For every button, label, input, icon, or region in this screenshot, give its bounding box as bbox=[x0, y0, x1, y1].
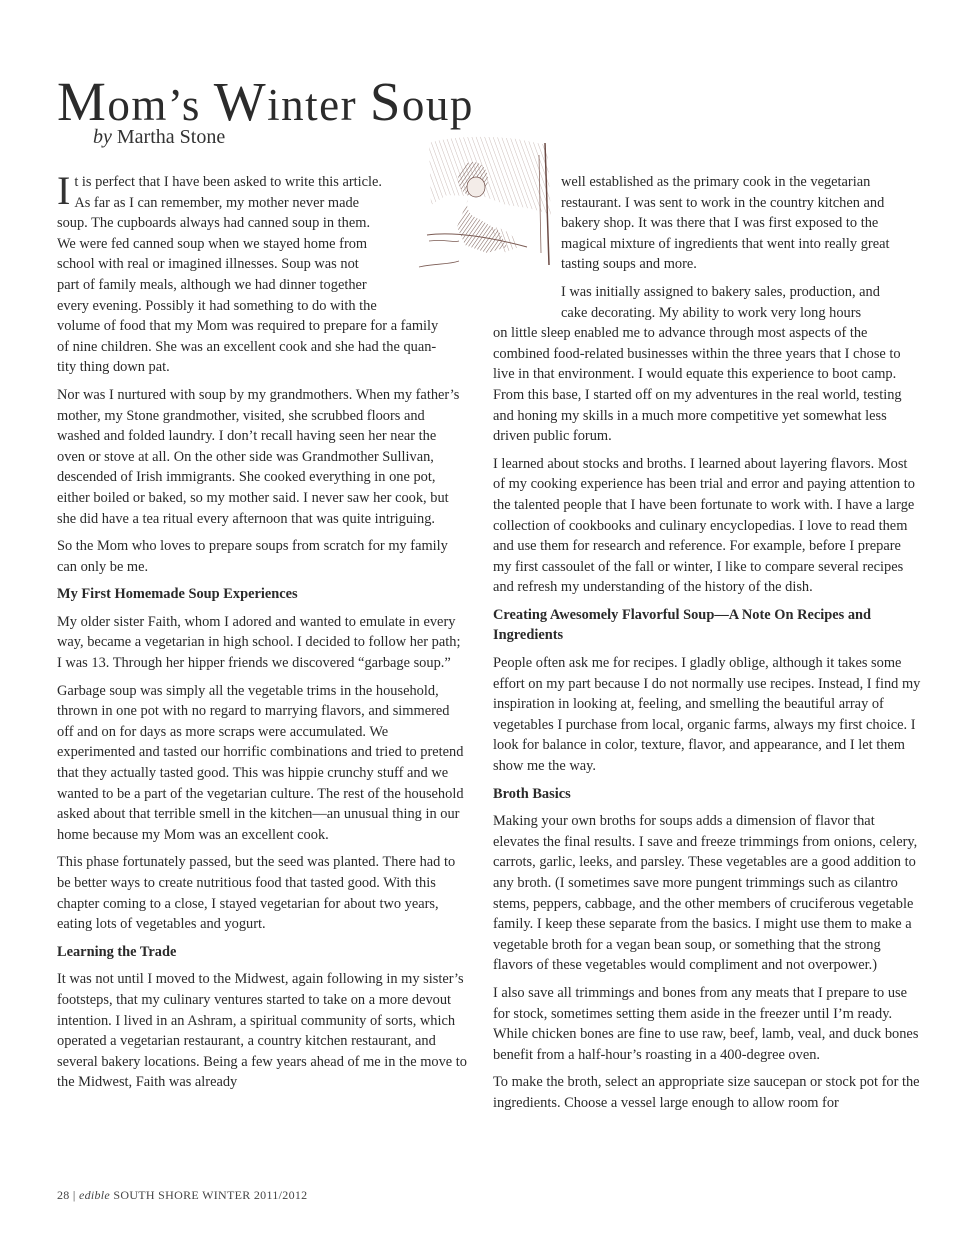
paragraph: People often ask me for recipes. I gladly oblige, although it takes some effort on my part because I do not normally use recipes. Instead, I find my inspiration in looking at, feeling, and smelling the beautiful array of vegetables I purchase from local, organic farms, always my first choice. I look for balance in color, texture, flavor, and appearance, and I let them show me the way. bbox=[493, 655, 921, 775]
paragraph-text: on little sleep enabled me to advance through most aspects of the combined food-related businesses within the three years that I chose to live in that environment. I would equate this experience to boot camp. From this base, I started off on my adventures in the real world, testing and honing my skills in a much more competitive yet somewhat less driven public forum. bbox=[493, 325, 902, 445]
title-text: oup bbox=[401, 80, 474, 130]
paragraph: This phase fortunately passed, but the seed was planted. There had to be better ways to create nutritious food that tasted good. With this chapter coming to a close, I stayed vegetarian for about two years, eating lots of vegetables and yogurt. bbox=[57, 854, 456, 933]
paragraph bbox=[57, 168, 467, 378]
paragraph bbox=[493, 282, 921, 447]
title-initial: M bbox=[57, 71, 108, 132]
magazine-name-italic: edible bbox=[78, 1188, 111, 1202]
right-column bbox=[493, 172, 921, 1121]
text-line: As far as I can remember, my mother never made bbox=[74, 194, 360, 211]
section-heading: Learning the Trade bbox=[57, 943, 177, 960]
text-line: of nine children. She was an excellent cook and she had the quan- bbox=[57, 338, 437, 355]
text-line: I was initially assigned to bakery sales, production, and bbox=[561, 283, 880, 300]
paragraph bbox=[493, 172, 921, 275]
paragraph: My older sister Faith, whom I adored and wanted to emulate in every way, became a vegetarian in high school. I decided to follow her path; I was 13. Through her hipper friends we discovered “garbage soup.” bbox=[57, 613, 461, 672]
text-line: tasting soups and more. bbox=[561, 256, 697, 273]
paragraph: So the Mom who loves to prepare soups from scratch for my family can only be me. bbox=[57, 538, 448, 575]
text-line: magical mixture of ingredients that went into really great bbox=[561, 235, 890, 252]
footer-separator: | bbox=[72, 1188, 76, 1202]
text-line: volume of food that my Mom was required to prepare for a family bbox=[57, 318, 439, 335]
left-column bbox=[57, 168, 467, 1100]
text-line: bakery shop. It was there that I was first exposed to the bbox=[561, 215, 879, 232]
paragraph: Nor was I nurtured with soup by my grandmothers. When my father’s mother, my Stone grandmother, visited, she scrubbed floors and washed and folded laundry. I don’t recall having seen her near the oven or stove at all. On the other side was Grandmother Sullivan, descended of Irish immigrants. She cooked everything in one pot, either boiled or baked, so my mother said. I never saw her cook, but she did have a tea ritual every afternoon that was quite intriguing. bbox=[57, 386, 460, 527]
text-line: school with real or imagined illnesses. Soup was not bbox=[57, 256, 359, 273]
byline-by: by bbox=[93, 126, 112, 148]
paragraph: I learned about stocks and broths. I learned about layering flavors. Most of my cooking experience has been trial and error and paying attention to the talented people that I have been fortunate to work with. I have a large collection of cookbooks and culinary encyclopedias. I love to read them and use them for research and reference. For example, before I prepare my first cassoulet of the fall or winter, I like to compare several recipes and refresh my understanding of the history of the dish. bbox=[493, 455, 915, 596]
text-line: restaurant. I was sent to work in the country kitchen and bbox=[561, 194, 885, 211]
text-line: soup. The cupboards always had canned soup in them. bbox=[57, 215, 371, 232]
title-initial: W bbox=[213, 71, 268, 132]
paragraph: Making your own broths for soups adds a dimension of flavor that elevates the final results. I save and freeze trimmings from onions, celery, carrots, garlic, leeks, and parsley. These vegetables are a good addition to any broth. (I sometimes save more pungent trimmings such as cilantro stems, peppers, cabbage, and the other members of cruciferous vegetable family. I keep these separate from the basics. I might use them to make a vegetable broth for a vegan bean soup, or something that the strong flavors of these vegetables would compliment and not overpower.) bbox=[493, 813, 918, 974]
page-number: 28 bbox=[57, 1188, 70, 1202]
text-line: part of family meals, although we had dinner together bbox=[57, 276, 367, 293]
paragraph: I also save all trimmings and bones from any meats that I prepare to use for stock, sometimes setting them aside in the freezer until I’m ready. While chicken bones are fine to use raw, beef, lamb, veal, and duck bones benefit from a half-hour’s roasting in a 400-degree oven. bbox=[493, 984, 919, 1063]
issue-date: WINTER 2011/2012 bbox=[202, 1188, 308, 1202]
title-text: inter bbox=[267, 80, 370, 130]
article-title bbox=[57, 71, 474, 132]
text-line: t is perfect that I have been asked to write this article. bbox=[74, 174, 383, 190]
text-line: cake decorating. My ability to work very long hours bbox=[561, 304, 862, 321]
text-line: every evening. Possibly it had something to do with the bbox=[57, 297, 377, 314]
byline-author: Martha Stone bbox=[116, 126, 226, 148]
paragraph: It was not until I moved to the Midwest, again following in my sister’s footsteps, that my culinary ventures started to take on a more devout intention. I lived in an Ashram, a spiritual community of sorts, which operated a vegetarian restaurant, a country kitchen restaurant, and several bakery locations. Being a few years ahead of me in the move to the Midwest, Faith was already bbox=[57, 971, 467, 1091]
text-line: well established as the primary cook in the vegetarian bbox=[561, 174, 871, 190]
text-line: We were fed canned soup when we stayed home from bbox=[57, 235, 368, 252]
paragraph: To make the broth, select an appropriate size saucepan or stock pot for the ingredients. Choose a vessel large enough to allow room for bbox=[493, 1074, 920, 1111]
section-heading: Broth Basics bbox=[493, 785, 571, 802]
page-footer bbox=[57, 1188, 307, 1203]
title-text: om’s bbox=[107, 80, 214, 130]
title-initial: S bbox=[369, 71, 402, 132]
drop-cap: I bbox=[57, 168, 71, 213]
paragraph: Garbage soup was simply all the vegetable trims in the household, thrown in one pot with no regard to marrying flavors, and simmered off and on for days as more scraps were accumulated. We experimented and tasted our horrific combinations and tried to pretend that they actually tasted good. This was hippie crunchy stuff and we wanted to be a part of the vegetarian culture. The rest of the household asked about that terrible smell in the kitchen—an unusual thing in our home because my Mom was an excellent cook. bbox=[57, 682, 464, 843]
text-line: tity thing down pat. bbox=[57, 359, 170, 376]
section-heading: My First Homemade Soup Experiences bbox=[57, 586, 298, 603]
byline bbox=[93, 126, 225, 149]
section-heading: Creating Awesomely Flavorful Soup—A Note On Recipes and Ingredients bbox=[493, 606, 872, 644]
magazine-name: SOUTH SHORE bbox=[113, 1188, 200, 1202]
